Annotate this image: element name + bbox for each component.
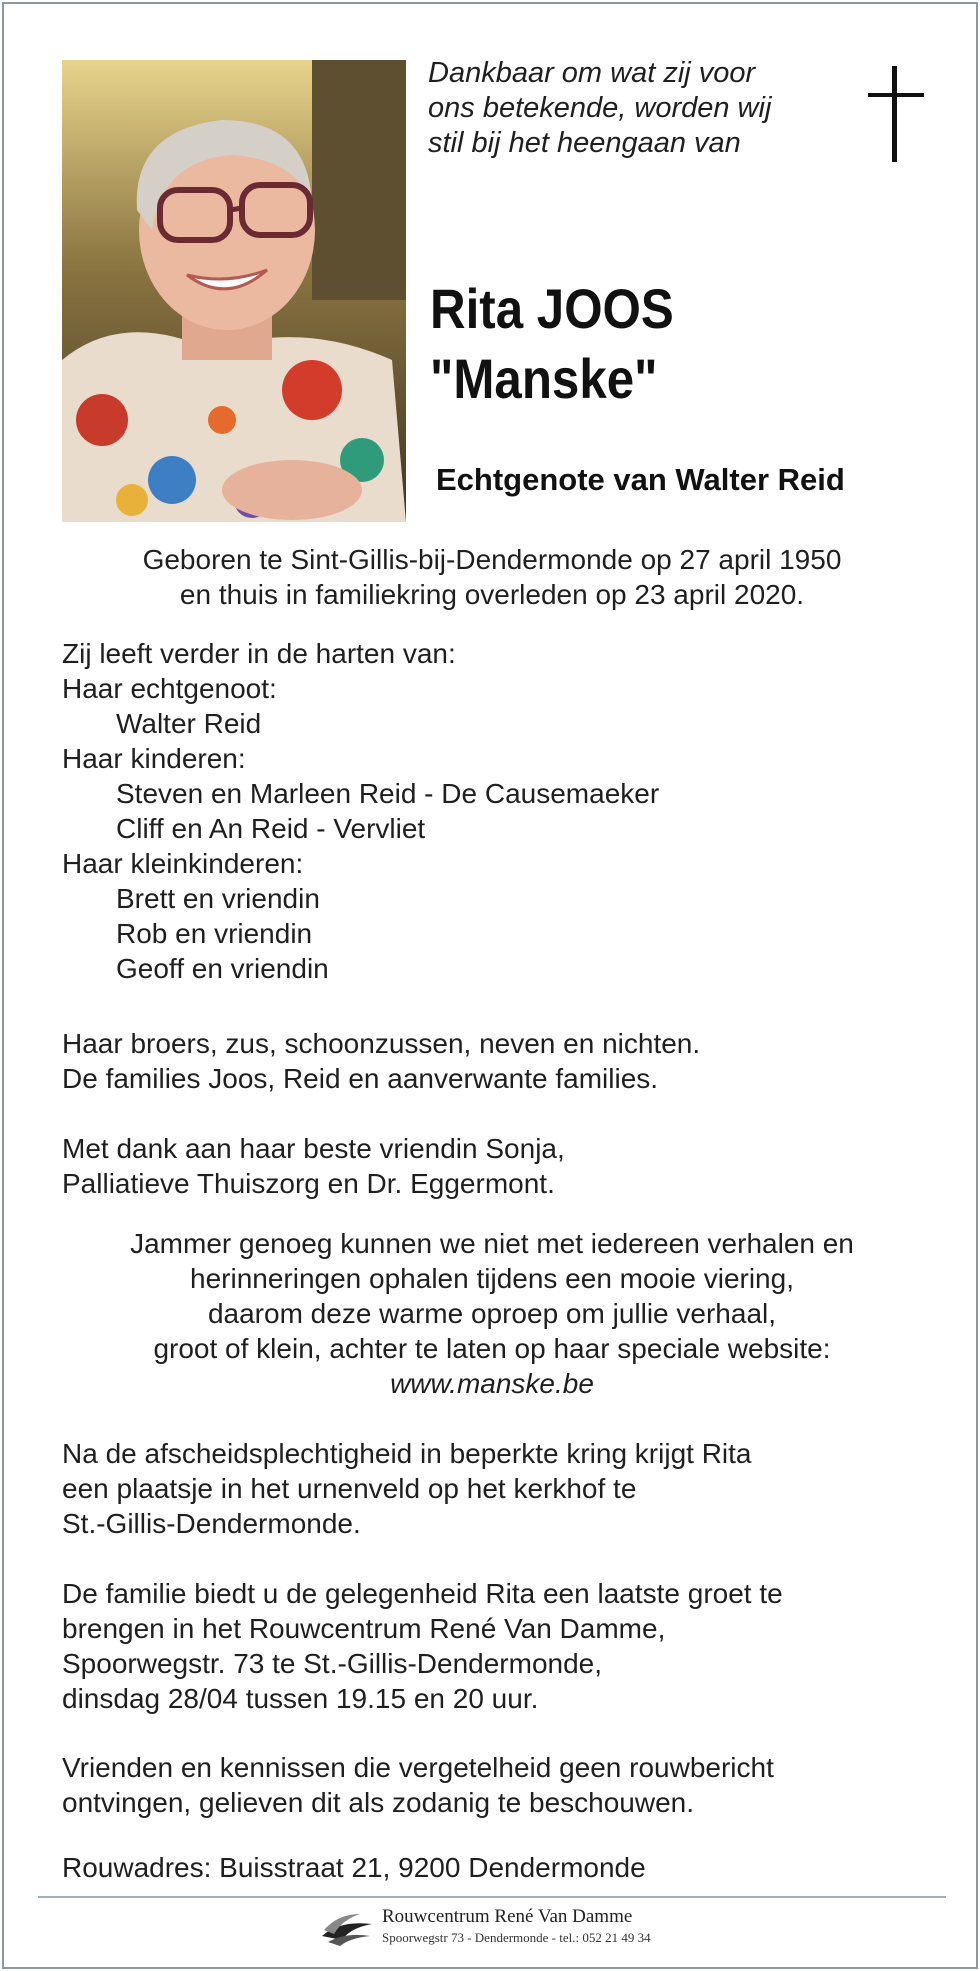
family-paragraph [62,1026,942,1096]
appeal-line: Jammer genoeg kunnen we niet met iedereen verhalen en [130,1228,854,1259]
relative-heading: Haar kleinkinderen: [62,848,304,879]
intro-line: ons betekende, worden wij [428,92,772,124]
relative-heading: Haar echtgenoot: [62,673,277,704]
appeal-paragraph [44,1226,940,1401]
intro-line: Dankbaar om wat zij voor [428,57,756,89]
family-line: De families Joos, Reid en aanverwante families. [62,1063,659,1094]
divider [38,1896,946,1898]
visitation-line: Spoorwegstr. 73 te St.-Gillis-Dendermonde, [62,1648,603,1679]
funeral-home-name: Rouwcentrum René Van Damme [382,1906,633,1927]
thanks-paragraph [62,1131,942,1201]
intro-line: stil bij het heengaan van [428,127,741,159]
cross-icon [868,66,924,162]
appeal-line: daarom deze warme oproep om jullie verhaal, [207,1298,777,1329]
friends-line: ontvingen, gelieven dit als zodanig te beschouwen. [62,1787,694,1818]
visitation-line: dinsdag 28/04 tussen 19.15 en 20 uur. [62,1683,539,1714]
visitation-paragraph [62,1576,942,1716]
funeral-home-logo-icon [320,1910,376,1948]
relative-name: Brett en vriendin [116,883,320,914]
relative-name: Walter Reid [116,708,262,739]
appeal-line: groot of klein, achter te laten op haar speciale website: [153,1333,831,1364]
relative-heading: Zij leeft verder in de harten van: [62,638,456,669]
intro-text [428,56,828,161]
family-line: Haar broers, zus, schoonzussen, neven en nichten. [62,1028,701,1059]
thanks-line: Palliatieve Thuiszorg en Dr. Eggermont. [62,1168,555,1199]
ceremony-line: Na de afscheidsplechtigheid in beperkte kring krijgt Rita [62,1438,752,1469]
thanks-line: Met dank aan haar beste vriendin Sonja, [62,1133,565,1164]
relative-heading: Haar kinderen: [62,743,246,774]
website-link[interactable]: www.manske.be [390,1368,594,1399]
deceased-name [430,274,674,414]
ceremony-line: een plaatsje in het urnenveld op het kerkhof te [62,1473,637,1504]
portrait-photo [62,60,406,522]
relatives-list [62,636,942,986]
mourning-address: Rouwadres: Buisstraat 21, 9200 Dendermonde [62,1852,646,1883]
relative-name: Steven en Marleen Reid - De Causemaeker [116,778,660,809]
relative-name: Cliff en An Reid - Vervliet [116,813,426,844]
portrait-image [62,60,406,522]
obituary-card [2,2,978,1969]
birth-info [4,542,980,612]
friends-line: Vrienden en kennissen die vergetelheid geen rouwbericht [62,1752,774,1783]
spouse-line: Echtgenote van Walter Reid [436,462,845,497]
nickname: "Manske" [430,347,658,410]
visitation-line: brengen in het Rouwcentrum René Van Damme, [62,1613,666,1644]
relative-name: Geoff en vriendin [116,953,329,984]
appeal-line: herinneringen ophalen tijdens een mooie viering, [190,1263,794,1294]
ceremony-paragraph [62,1436,942,1541]
friends-paragraph [62,1750,942,1820]
relative-name: Rob en vriendin [116,918,313,949]
funeral-home-footer [320,1904,740,1952]
ceremony-line: St.-Gillis-Dendermonde. [62,1508,361,1539]
birth-line: Geboren te Sint-Gillis-bij-Dendermonde op 27 april 1950 [142,544,842,575]
visitation-line: De familie biedt u de gelegenheid Rita een laatste groet te [62,1578,783,1609]
full-name: Rita JOOS [430,277,674,340]
death-line: en thuis in familiekring overleden op 23 april 2020. [179,579,805,610]
funeral-home-contact: Spoorwegstr 73 - Dendermonde - tel.: 052 21 49 34 [382,1930,651,1945]
